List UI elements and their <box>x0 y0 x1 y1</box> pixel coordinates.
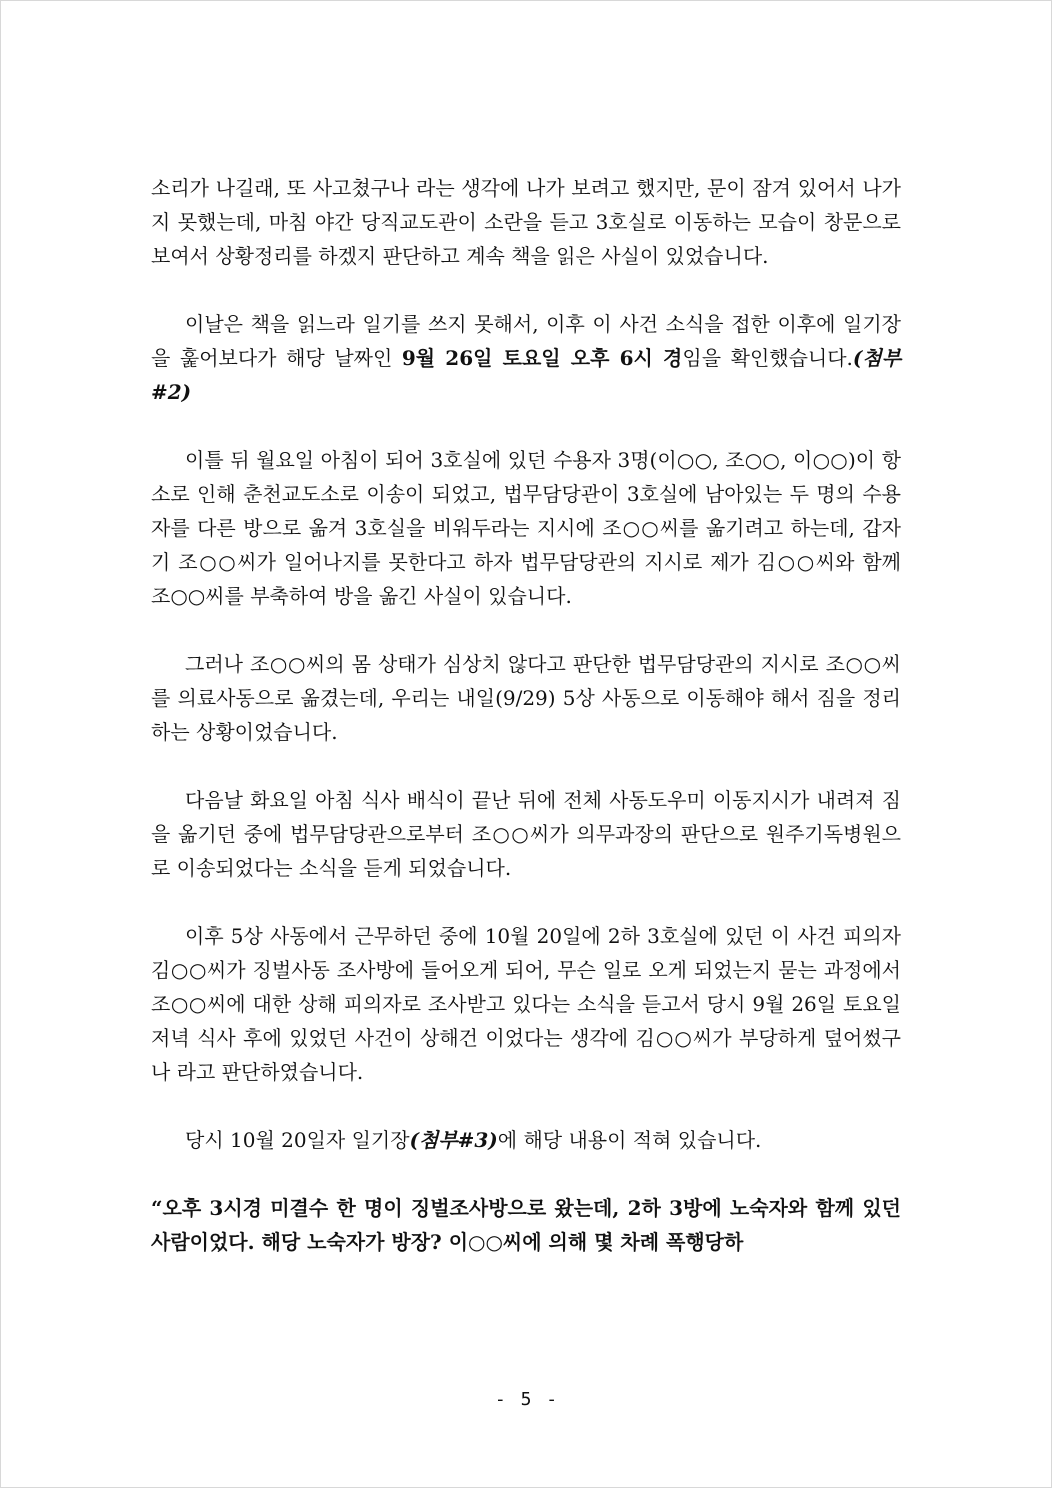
document-body <box>151 171 901 1293</box>
paragraph-2-text-end: 임을 확인했습니다. <box>682 346 853 370</box>
page-number: - 5 - <box>494 1389 560 1410</box>
paragraph-6: 이후 5상 사동에서 근무하던 중에 10월 20일에 2하 3호실에 있던 이 사건 피의자 김○○씨가 징벌사동 조사방에 들어오게 되어, 무슨 일로 오게 되었는지 묻는 과정에서 조○○씨에 대한 상해 피의자로 조사받고 있다는 소식을 듣고서 당시 9월 26일 토요일 저녁 식사 후에 있었던 사건이 상해건 이었다는 생각에 김○○씨가 부당하게 덮어썼구나 라고 판단하였습니다. <box>151 924 901 1084</box>
paragraph-7-text: 당시 10월 20일자 일기장 <box>185 1128 410 1152</box>
paragraph-7-text-end: 에 해당 내용이 적혀 있습니다. <box>497 1128 762 1152</box>
diary-quote: “오후 3시경 미결수 한 명이 징벌조사방으로 왔는데, 2하 3방에 노숙자와 함께 있던 사람이었다. 해당 노숙자가 방장? 이○○씨에 의해 몇 차례 폭행당하 <box>151 1196 901 1254</box>
attachment-reference-2: (첨부#2) <box>151 346 902 404</box>
attachment-reference-3: (첨부#3) <box>409 1128 498 1152</box>
paragraph-3: 이틀 뒤 월요일 아침이 되어 3호실에 있던 수용자 3명(이○○, 조○○, 이○○)이 항소로 인해 춘천교도소로 이송이 되었고, 법무담당관이 3호실에 남아있는 두 명의 수용자를 다른 방으로 옮겨 3호실을 비워두라는 지시에 조○○씨를 옮기려고 하는데, 갑자기 조○○씨가 일어나지를 못한다고 하자 법무담당관의 지시로 제가 김○○씨와 함께 조○○씨를 부축하여 방을 옮긴 사실이 있습니다. <box>151 448 901 608</box>
paragraph-2 <box>151 307 901 409</box>
paragraph-1: 소리가 나길래, 또 사고쳤구나 라는 생각에 나가 보려고 했지만, 문이 잠겨 있어서 나가지 못했는데, 마침 야간 당직교도관이 소란을 듣고 3호실로 이동하는 모습이 창문으로 보여서 상황정리를 하겠지 판단하고 계속 책을 읽은 사실이 있었습니다. <box>151 176 901 268</box>
paragraph-4: 그러나 조○○씨의 몸 상태가 심상치 않다고 판단한 법무담당관의 지시로 조○○씨를 의료사동으로 옮겼는데, 우리는 내일(9/29) 5상 사동으로 이동해야 해서 짐을 정리하는 상황이었습니다. <box>151 652 901 744</box>
paragraph-5: 다음날 화요일 아침 식사 배식이 끝난 뒤에 전체 사동도우미 이동지시가 내려져 짐을 옮기던 중에 법무담당관으로부터 조○○씨가 의무과장의 판단으로 원주기독병원으로 이송되었다는 소식을 듣게 되었습니다. <box>151 788 901 880</box>
paragraph-2-text: 이날은 책을 읽느라 일기를 쓰지 못해서, 이후 이 사건 소식을 접한 이후에 일기장을 훑어보다가 해당 날짜인 <box>151 312 901 370</box>
paragraph-7 <box>151 1123 901 1157</box>
paragraph-2-date-emphasis: 9월 26일 토요일 오후 6시 경 <box>401 346 683 370</box>
